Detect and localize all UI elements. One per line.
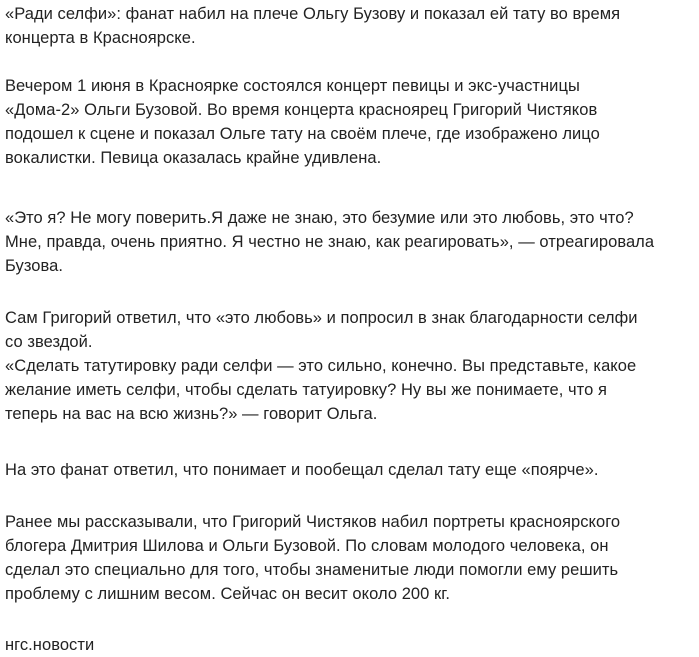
article-headline <box>5 2 697 50</box>
quote-paragraph <box>5 206 697 278</box>
reply-line: теперь на вас на всю жизнь?» — говорит Ольга. <box>5 405 378 423</box>
intro-line: Вечером 1 июня в Красноярке состоялся концерт певицы и экс-участницы <box>5 77 580 95</box>
background-paragraph <box>5 510 697 606</box>
quote-line: Бузова. <box>5 257 63 275</box>
background-line: Ранее мы рассказывали, что Григорий Чистяков набил портреты красноярского <box>5 513 621 531</box>
quote-line: Мне, правда, очень приятно. Я честно не знаю, как реагировать», — отреагировала <box>5 233 655 251</box>
background-line: блогера Дмитрия Шилова и Ольги Бузовой. По словам молодого человека, он <box>5 537 609 555</box>
headline-line: концерта в Красноярске. <box>5 29 196 47</box>
reply-paragraph <box>5 306 697 426</box>
intro-line: вокалистки. Певица оказалась крайне удивлена. <box>5 149 382 167</box>
quote-line: «Это я? Не могу поверить.Я даже не знаю, это безумие или это любовь, это что? <box>5 209 634 227</box>
reply-line: со звездой. <box>5 333 93 351</box>
source-credit <box>5 633 697 657</box>
background-line: сделал это специально для того, чтобы знаменитые люди помогли ему решить <box>5 561 619 579</box>
reply-line: желание иметь селфи, чтобы сделать татуировку? Ну вы же понимаете, что я <box>5 381 607 399</box>
reply-line: Сам Григорий ответил, что «это любовь» и попросил в знак благодарности селфи <box>5 309 638 327</box>
intro-line: подошел к сцене и показал Ольге тату на своём плече, где изображено лицо <box>5 125 600 143</box>
reply-line: «Сделать татутировку ради селфи — это сильно, конечно. Вы представьте, какое <box>5 357 637 375</box>
intro-line: «Дома-2» Ольги Бузовой. Во время концерта красноярец Григорий Чистяков <box>5 101 598 119</box>
fan-answer-line: На это фанат ответил, что понимает и пообещал сделал тату еще «поярче». <box>5 461 599 479</box>
headline-line: «Ради селфи»: фанат набил на плече Ольгу Бузову и показал ей тату во время <box>5 5 621 23</box>
source-text: нгс.новости <box>5 636 95 654</box>
background-line: проблему с лишним весом. Сейчас он весит около 200 кг. <box>5 585 450 603</box>
fan-answer-paragraph <box>5 458 697 482</box>
intro-paragraph <box>5 74 697 170</box>
